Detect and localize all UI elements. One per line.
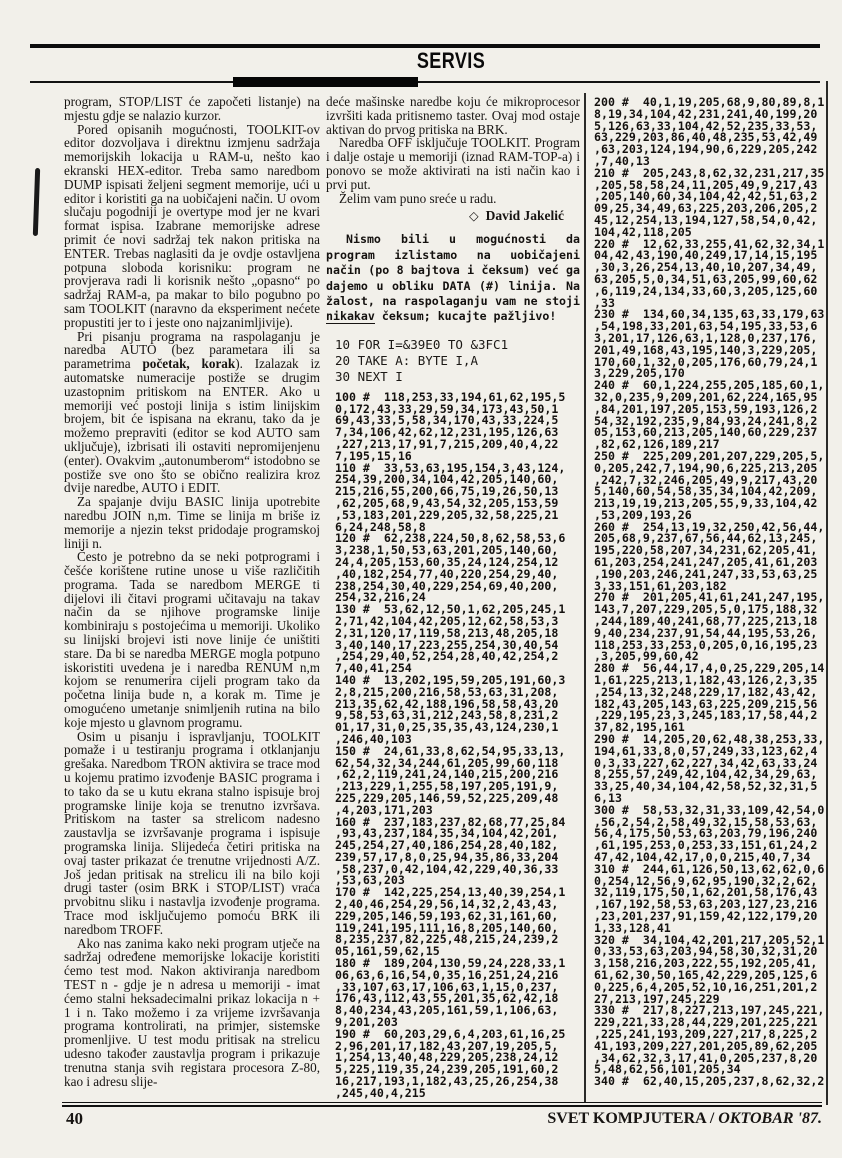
text-run: Želim vam puno sreće u radu.	[339, 190, 497, 206]
data-listing-line: 27,213,197,245,229	[594, 991, 720, 1006]
data-listing-part2	[592, 97, 826, 1088]
note-line	[326, 232, 580, 247]
data-listing-line: 213,35,62,42,188,196,58,58,43,20	[335, 696, 559, 711]
page-right-rule	[826, 81, 828, 1105]
data-listing-line: 62,54,32,34,244,61,205,99,60,118	[335, 755, 559, 770]
data-listing-line: 230 # 134,60,34,135,63,33,179,63	[594, 307, 825, 322]
data-listing-line: 32,119,175,50,1,62,201,58,176,43	[594, 885, 818, 900]
data-listing-line: 8,235,237,82,225,48,215,24,239,2	[335, 932, 559, 947]
paragraph	[64, 730, 320, 937]
data-listing-line: 06,63,6,16,54,0,35,16,251,24,216	[335, 967, 559, 982]
data-listing-line: 9,201,203	[335, 1015, 398, 1030]
data-listing-line: 9,58,53,63,31,212,243,58,8,231,2	[335, 708, 559, 723]
basic-listing-line: 10 FOR I=&39E0 TO &3FC1	[335, 336, 509, 352]
column-divider-rule	[584, 93, 586, 1103]
text-run: program izlistamo na uobičajeni	[326, 247, 580, 262]
data-listing-line: 24,4,205,153,60,35,24,124,254,12	[335, 554, 559, 569]
footer-magazine-title	[547, 1110, 822, 1128]
data-listing-line: 220 # 12,62,33,255,41,62,32,34,1	[594, 236, 825, 251]
data-listing-line: ,40,182,254,77,40,220,254,29,40,	[335, 566, 559, 581]
header-bottom-rule	[30, 81, 820, 83]
data-listing-line: 05,153,60,213,205,140,60,229,237	[594, 425, 818, 440]
data-listing-line: 8,255,57,249,42,104,42,34,29,63,	[594, 767, 818, 782]
text-run: čeksum; kucajte pažljivo!	[374, 309, 557, 324]
author-byline	[326, 208, 580, 223]
data-listing-line: 190 # 60,203,29,6,4,203,61,16,25	[335, 1026, 566, 1041]
basic-listing	[326, 337, 580, 385]
data-listing-line: 5,48,62,56,101,205,34	[594, 1062, 741, 1077]
data-listing-line: ,53,183,201,229,205,32,58,225,21	[335, 507, 559, 522]
data-listing-line: ,7,40,13	[594, 153, 650, 168]
data-listing-line: 1,33,128,41	[594, 920, 671, 935]
data-listing-line: 310 # 244,61,126,50,13,62,62,0,6	[594, 861, 825, 876]
data-listing-line: 41,193,209,227,201,205,89,62,205	[594, 1038, 818, 1053]
data-listing-line: ,62,205,68,9,43,54,32,205,153,59	[335, 495, 559, 510]
data-listing-line: 180 # 189,204,130,59,24,228,33,1	[335, 956, 566, 971]
data-listing-line: ,82,62,126,189,217	[594, 437, 720, 452]
text-run: Za spajanje dviju BASIC linija upotrebite naredbu JOIN n,m. Time se linija m briše iz memorije a njezin tekst pridodaje programskoj liniji n.	[64, 494, 320, 551]
data-listing-line: ,4,203,171,203	[335, 802, 433, 817]
data-listing-line: 201,49,168,43,195,140,3,229,205,	[594, 342, 818, 357]
text-run: dajemo u obliku DATA (#) linija. Na	[326, 278, 580, 293]
data-listing-line: 130 # 53,62,12,50,1,62,205,245,1	[335, 602, 566, 617]
data-listing-line: 100 # 118,253,33,194,61,62,195,5	[335, 389, 566, 404]
text-run: ). Izalazak iz automatske numeracije postiže se drugim uzastopnim pritiskom na ENTER. Ako u memoriji već postoji linija s istim linijskim brojem, bit će ispisana na ekranu, tako da je možemo prepraviti (editor se kod AUTO sam uključuje), izbrisati ili ostaviti nepromijenjenu (enter). Ovakvim „autonumberom“ istodobno se postiže sve ono što se obično realizira kroz dvije naredbe, AUTO i EDIT.	[64, 356, 320, 496]
column-2	[326, 95, 580, 1100]
data-listing-line: 143,7,207,229,205,5,0,175,188,32	[594, 602, 818, 617]
text-run: Nismo bili u mogućnosti da	[346, 232, 580, 247]
data-listing-line: 37,82,195,161	[594, 720, 685, 735]
data-listing-line: ,61,195,253,0,253,33,151,61,24,2	[594, 838, 818, 853]
data-listing-line: 8,19,34,104,42,231,241,40,199,20	[594, 106, 818, 121]
paragraph	[64, 95, 320, 123]
data-listing-line: 238,254,30,40,229,254,69,40,200,	[335, 578, 559, 593]
data-listing-line: 260 # 254,13,19,32,250,42,56,44,	[594, 519, 825, 534]
paragraph	[326, 95, 580, 136]
footer-separator: /	[705, 1110, 719, 1127]
data-listing-line: 63,229,203,86,40,48,235,53,42,49	[594, 130, 818, 145]
editor-note	[326, 232, 580, 324]
data-listing-line: 3,158,216,203,222,55,192,205,41,	[594, 956, 818, 971]
data-listing-line: 45,12,254,13,194,127,58,54,0,42,	[594, 212, 818, 227]
note-line	[326, 279, 580, 294]
data-listing-line: 6,13	[594, 791, 622, 806]
data-listing-line: 194,61,33,8,0,57,249,33,123,62,4	[594, 743, 818, 758]
data-listing-line: 01,17,31,0,25,35,35,43,124,230,1	[335, 720, 559, 735]
data-listing-line: 33,25,40,34,104,42,58,52,32,31,5	[594, 779, 818, 794]
data-listing-line: 195,220,58,207,34,231,62,205,41,	[594, 543, 818, 558]
data-listing-line: 16,217,193,1,182,43,25,26,254,38	[335, 1074, 559, 1089]
data-listing-line: 04,42,43,190,40,249,17,14,15,195	[594, 248, 818, 263]
note-line	[326, 294, 580, 309]
data-listing-line: 0,225,6,4,205,52,10,16,251,201,2	[594, 979, 818, 994]
data-listing-line: ,84,201,197,205,153,59,193,126,2	[594, 401, 818, 416]
data-listing-line: ,254,29,40,52,254,28,40,42,254,2	[335, 649, 559, 664]
data-listing-line: 0,33,53,63,203,94,58,30,32,31,20	[594, 944, 818, 959]
text-run: način (po 8 bajtova i čeksum) već ga	[326, 263, 580, 278]
data-listing-line: 2,8,215,200,216,58,53,63,31,208,	[335, 684, 559, 699]
data-listing-line: ,244,189,40,241,68,77,225,213,18	[594, 614, 818, 629]
data-listing-line: ,229,195,23,3,245,183,17,58,44,2	[594, 708, 818, 723]
note-line	[326, 248, 580, 263]
data-listing-line: ,58,237,0,42,104,42,229,40,36,33	[335, 861, 559, 876]
issue-label: OKTOBAR '87.	[718, 1110, 822, 1127]
data-listing-line: 1,61,225,213,1,182,43,126,2,3,35	[594, 673, 818, 688]
data-listing-line: 140 # 13,202,195,59,205,191,60,3	[335, 672, 566, 687]
data-listing-line: 170 # 142,225,254,13,40,39,254,1	[335, 885, 566, 900]
data-listing-line: 210 # 205,243,8,62,32,231,217,35	[594, 165, 825, 180]
data-listing-line: 2,31,120,17,119,58,213,48,205,18	[335, 625, 559, 640]
data-listing-line: 280 # 56,44,17,4,0,25,229,205,14	[594, 661, 825, 676]
data-listing-line: ,63,203,124,194,90,6,229,205,242	[594, 142, 818, 157]
data-listing-line: 205,68,9,237,67,56,44,62,13,245,	[594, 531, 818, 546]
data-listing-line: 0,254,12,56,9,62,95,190,32,2,62,	[594, 873, 818, 888]
data-listing-line: ,53,209,193,26	[594, 507, 692, 522]
column-3	[592, 97, 826, 1088]
column-1	[64, 95, 320, 1088]
ink-mark	[33, 168, 40, 236]
paragraph	[64, 330, 320, 496]
data-listing-line: 56,4,175,50,53,63,203,79,196,240	[594, 826, 818, 841]
data-listing-line: 110 # 33,53,63,195,154,3,43,124,	[335, 460, 566, 475]
data-listing-line: 2,40,46,254,29,56,14,32,2,43,43,	[335, 897, 559, 912]
data-listing-line: 61,62,30,50,165,42,229,205,125,6	[594, 967, 818, 982]
data-listing-line: ,245,40,4,215	[335, 1085, 426, 1100]
data-listing-line: 7,195,15,16	[335, 448, 412, 463]
data-listing-line: 7,34,106,42,62,12,231,195,126,63	[335, 425, 559, 440]
data-listing-line: 3,40,140,17,223,255,254,30,40,54	[335, 637, 559, 652]
data-listing-line: 239,57,17,8,0,25,94,35,86,33,204	[335, 849, 559, 864]
data-listing-line: ,6,119,24,134,33,60,3,205,125,60	[594, 283, 818, 298]
paragraph	[64, 123, 320, 330]
data-listing-line: 5,126,63,33,104,42,52,235,33,53,	[594, 118, 818, 133]
data-listing-line: 182,43,205,143,63,225,209,215,56	[594, 696, 818, 711]
text-run: program, STOP/LIST će započeti listanje) na mjestu gdje se nalazio kurzor.	[64, 94, 320, 123]
data-listing-line: 2,96,201,17,182,43,207,19,205,5,	[335, 1038, 559, 1053]
basic-listing-line: 20 TAKE A: BYTE I,A	[335, 352, 478, 368]
data-listing-line: 9,40,234,237,91,54,44,195,53,26,	[594, 625, 818, 640]
data-listing-line: 54,32,192,235,9,84,93,24,241,8,2	[594, 413, 818, 428]
data-listing-line: ,227,213,17,91,7,215,209,40,4,22	[335, 437, 559, 451]
data-listing-line: ,225,241,193,209,227,217,8,225,2	[594, 1026, 818, 1041]
footer-rule-thin	[62, 1102, 822, 1103]
header-black-bar	[233, 77, 418, 87]
text-run: Često je potrebno da se neki potprogrami i češće korištene rutine unose u više različitih programa. Tada se naredbom MERGE ti dijelovi ili čitavi programi učitavaju na takav način da se njihove programske linije kombiniraju s postojećima u memoriji. Ukoliko su linijski brojevi isti nove linije će uništiti stare. Da bi se naredba MERGE mogla potpuno iskoristiti uvedena je i naredba RENUM n,m kojom se renumerira cijeli program tako da početna linija bude n, a korak m. Time je omogućeno umetanje snimljenih rutina na bilo koje mjesto u glavnom programu.	[64, 549, 320, 730]
data-listing-line: 300 # 58,53,32,31,33,109,42,54,0	[594, 802, 825, 817]
data-listing-line: 229,205,146,59,193,62,31,161,60,	[335, 908, 559, 923]
data-listing-line: 118,253,33,253,0,205,0,16,195,23	[594, 637, 818, 652]
data-listing-line: 3,229,205,170	[594, 366, 685, 381]
data-listing-line: 0,205,242,7,194,90,6,225,213,205	[594, 460, 818, 475]
diamond-icon: ◇	[468, 208, 479, 224]
text-run: Pri pisanju programa na raspolaganju je naredba AUTO (bez parametara ili sa parametrima	[64, 328, 320, 372]
data-listing-line: 254,32,216,24	[335, 590, 426, 605]
data-listing-line: ,56,2,54,2,58,49,32,15,58,53,63,	[594, 814, 818, 829]
underlined-text: nikakav	[326, 309, 375, 324]
data-listing-part1	[326, 389, 580, 1100]
data-listing-line: ,3,205,99,60,42	[594, 649, 699, 664]
text-run: Ako nas zanima kako neki program utječe na sadržaj određene memorijske lokacije koristiti ćemo test mod. Nakon aktiviranja naredbom TEST n - gdje je n adresa u memoriji - imat ćemo stalni heksadecimalni prikaz lokacija n + 1 i n. Tako možemo i za vrijeme izvršavanja programa kontrolirati, na primjer, sistemske promenljive. U test modu pritisak na strelicu udesno također zaustavlja program i prikazuje trenutna stanja svih registara procesora Z-80, kao i adresu slije-	[64, 935, 320, 1089]
data-listing-line: 245,254,27,40,186,254,28,40,182,	[335, 838, 559, 853]
note-line	[326, 309, 580, 324]
paragraph	[64, 495, 320, 550]
data-listing-line: 176,43,112,43,55,201,35,62,42,18	[335, 991, 559, 1006]
paragraph	[326, 136, 580, 191]
data-listing-line: 2,71,42,104,42,205,12,62,58,53,3	[335, 613, 559, 628]
data-listing-line: ,205,58,58,24,11,205,49,9,217,43	[594, 177, 818, 192]
text-run: Osim u pisanju i ispravljanju, TOOLKIT pomaže i u testiranju programa i otklanjanju grešaka. Naredbom TRON aktivira se trace mod u kojemu pratimo izvođenje BASIC programa i to tako da se u kutu ekrana stalno ispisuje broj programske linije koja se trenutno izvršava. Pritiskom na taster sa strelicom nadesno zaustavlja se izvršavanje programa i ispisuje programska linija. Slijedeća četiri pritiska na ovaj taster prikazat će trenutne vrijednosti A/Z. Još jedan pritisak na strelicu ili na bilo koji drugi taster (osim BRK i STOP/LIST) vraća prvobitnu sliku i nastavlja izvođenje programa. Trace mod isključujemo pomoću BRK ili naredbom TROFF.	[64, 728, 320, 937]
data-listing-line: 200 # 40,1,19,205,68,9,80,89,8,1	[594, 95, 825, 109]
data-listing-line: 61,203,254,241,247,205,41,61,203	[594, 555, 818, 570]
page-number: 40	[66, 1109, 83, 1128]
data-listing-line: 340 # 62,40,15,205,237,8,62,32,2	[594, 1074, 825, 1089]
data-listing-line: 254,39,200,34,104,42,205,140,60,	[335, 472, 559, 487]
data-listing-line: 5,140,60,54,58,35,34,104,42,209,	[594, 484, 818, 499]
data-listing-line: 32,0,235,9,209,201,62,224,165,95	[594, 389, 818, 404]
data-listing-line: 6,24,248,58,8	[335, 519, 426, 534]
data-listing-line: ,33,107,63,17,106,63,1,15,0,237,	[335, 979, 559, 994]
data-listing-line: 215,216,55,200,66,75,19,26,50,13	[335, 484, 559, 499]
data-listing-line: 09,25,34,49,63,225,203,206,205,2	[594, 201, 818, 216]
data-listing-line: ,30,3,26,254,13,40,10,207,34,49,	[594, 260, 818, 275]
data-listing-line: 7,40,41,254	[335, 661, 412, 676]
data-listing-line: 1,254,13,40,48,229,205,238,24,12	[335, 1050, 559, 1065]
data-listing-line: 240 # 60,1,224,255,205,185,60,1,	[594, 378, 825, 393]
note-line	[326, 263, 580, 278]
data-listing-line: ,34,62,32,3,17,41,0,205,237,8,20	[594, 1050, 818, 1065]
section-title: SERVIS	[416, 48, 486, 73]
data-listing-line: ,254,13,32,248,229,17,182,43,42,	[594, 684, 818, 699]
text-run: žalost, na raspolaganju vam ne stoji	[326, 294, 580, 308]
data-listing-line: 160 # 237,183,237,82,68,77,25,84	[335, 814, 566, 829]
data-listing-line: 3,33,151,61,203,182	[594, 578, 727, 593]
data-listing-line: ,190,203,246,241,247,33,53,63,25	[594, 566, 818, 581]
data-listing-line: 170,60,1,32,0,205,176,60,79,24,1	[594, 354, 818, 369]
data-listing-line: 3,201,17,126,63,1,128,0,237,176,	[594, 330, 818, 345]
magazine-name: SVET KOMPJUTERA	[547, 1110, 706, 1127]
paragraph	[326, 192, 580, 206]
data-listing-line: 0,3,33,227,62,227,34,42,63,33,24	[594, 755, 818, 770]
text-run: Pored opisanih mogućnosti, TOOLKIT-ov editor dozvoljava i direktnu izmjenu sadržaja memorijskih lokacija u RAM-u, nešto kao ekranski HEX-editor. Treba samo naredbom DUMP ispisati željeni segment memorije, ući u editor i koristiti ga na uobičajeni način. U ovom slučaju pogodniji je overtype mod jer ne kvari format ispisa. Izabrane memorijske adrese primit će novi sadržaj tek nakon pritiska na ENTER. Trebas naglasiti da je ovdje ostavljena potpuna sloboda korisniku: program ne provjerava radi li korisnik nešto „opasno“ po sadržaj RAM-a, pa makar to bilo pogubno po sam TOOLKIT (naravno da eksperiment nećete propustiti jer to i jeste ono najzanimljivije).	[64, 121, 320, 330]
paragraph	[64, 550, 320, 729]
data-listing-line: ,62,2,119,241,24,140,215,200,216	[335, 767, 559, 782]
text-run: deće mašinske naredbe koju će mikroprocesor izvršiti kada pritisnemo taster. Ovaj mod ostaje aktivan do prvog pritiska na BRK.	[326, 94, 580, 137]
data-listing-line: 120 # 62,238,224,50,8,62,58,53,6	[335, 531, 566, 546]
text-run: Naredba OFF isključuje TOOLKIT. Program i dalje ostaje u memoriji (iznad RAM-TOP-a) i ponovo se može aktivirati na isti način kao i prvi put.	[326, 135, 580, 192]
data-listing-line: ,54,198,33,201,63,54,195,33,53,6	[594, 319, 818, 334]
data-listing-line: 213,19,19,213,205,55,9,33,104,42	[594, 496, 818, 511]
column-2-paragraphs	[326, 95, 580, 205]
data-listing-line: ,33	[594, 295, 615, 310]
data-listing-line: 225,229,205,146,59,52,225,209,48	[335, 790, 559, 805]
data-listing-line: ,23,201,237,91,159,42,122,179,20	[594, 908, 818, 923]
data-listing-line: 05,161,59,62,15	[335, 944, 440, 959]
data-listing-line: 63,205,5,0,34,51,63,205,99,60,62	[594, 271, 818, 286]
bold-text: početak, korak	[142, 356, 236, 372]
data-listing-line: 8,40,234,43,205,161,59,1,106,63,	[335, 1003, 559, 1018]
footer-rule-thick	[62, 1105, 822, 1107]
data-listing-line: ,246,40,103	[335, 731, 412, 746]
data-listing-line: 0,172,43,33,29,59,34,173,43,50,1	[335, 401, 559, 416]
data-listing-line: ,93,43,237,184,35,34,104,42,201,	[335, 826, 559, 841]
data-listing-line: ,205,140,60,34,104,42,42,51,63,2	[594, 189, 818, 204]
data-listing-line: 330 # 217,8,227,213,197,245,221,	[594, 1003, 825, 1018]
data-listing-line: 47,42,104,42,17,0,0,215,40,7,34	[594, 850, 811, 864]
data-listing-line: 119,241,195,111,16,8,205,140,60,	[335, 920, 559, 935]
data-listing-line: ,167,192,58,53,63,203,127,23,216	[594, 897, 818, 912]
data-listing-line: 69,43,33,5,58,34,170,43,33,224,5	[335, 413, 559, 428]
paragraph	[64, 937, 320, 1089]
data-listing-line: 229,221,33,28,44,229,201,225,221	[594, 1015, 818, 1030]
data-listing-line: 320 # 34,104,42,201,217,205,52,1	[594, 932, 825, 947]
data-listing-line: ,213,229,1,255,58,197,205,191,9,	[335, 779, 559, 794]
data-listing-line: 5,225,119,35,24,239,205,191,60,2	[335, 1062, 559, 1077]
data-listing-line: 3,238,1,50,53,63,201,205,140,60,	[335, 543, 559, 558]
data-listing-line: ,242,7,32,246,205,49,9,217,43,20	[594, 472, 818, 487]
data-listing-line: 104,42,118,205	[594, 224, 692, 239]
data-listing-line: 270 # 201,205,41,61,241,247,195,	[594, 590, 825, 605]
data-listing-line: ,53,63,203	[335, 873, 405, 888]
data-listing-line: 250 # 225,209,201,207,229,205,5,	[594, 448, 825, 463]
data-listing-line: 290 # 14,205,20,62,48,38,253,33,	[594, 732, 825, 747]
data-listing-line: 150 # 24,61,33,8,62,54,95,33,13,	[335, 743, 566, 758]
author-name: David Jakelić	[485, 208, 564, 224]
basic-listing-line: 30 NEXT I	[335, 368, 403, 384]
